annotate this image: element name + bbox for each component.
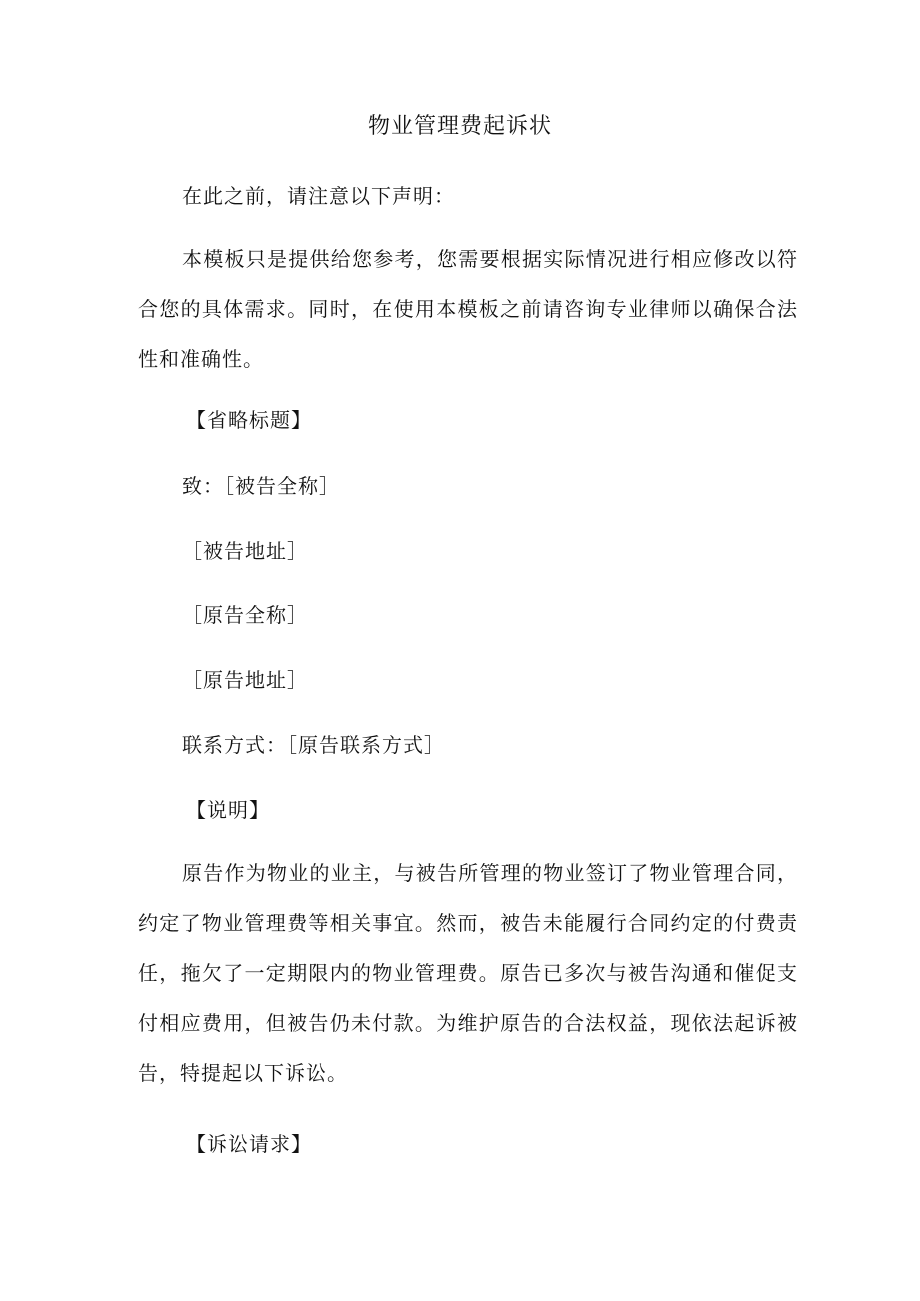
- explanation-heading: 【说明】: [186, 798, 270, 822]
- intro-line: 在此之前，请注意以下声明：: [182, 184, 455, 208]
- explanation-paragraph: 原告作为物业的业主，与被告所管理的物业签订了物业管理合同，约定了物业管理费等相关事宜。然而，被告未能履行合同约定的付费责任，拖欠了一定期限内的物业管理费。原告已多次与被告沟通和催促支付相应费用，但被告仍未付款。为维护原告的合法权益，现依法起诉被告，特提起以下诉讼。: [138, 861, 798, 1085]
- plaintiff-address-line: ［原告地址］: [182, 668, 308, 692]
- to-defendant-line: 致：［被告全称］: [182, 474, 340, 498]
- omitted-title-heading: 【省略标题】: [186, 408, 312, 432]
- disclaimer-paragraph: 本模板只是提供给您参考，您需要根据实际情况进行相应修改以符合您的具体需求。同时，在使用本模板之前请咨询专业律师以确保合法性和准确性。: [138, 247, 798, 371]
- defendant-address-line: ［被告地址］: [182, 539, 308, 563]
- document-title: 物业管理费起诉状: [367, 114, 552, 139]
- claims-heading: 【诉讼请求】: [186, 1132, 312, 1156]
- plaintiff-name-line: ［原告全称］: [182, 603, 308, 627]
- contact-line: 联系方式：［原告联系方式］: [182, 733, 445, 757]
